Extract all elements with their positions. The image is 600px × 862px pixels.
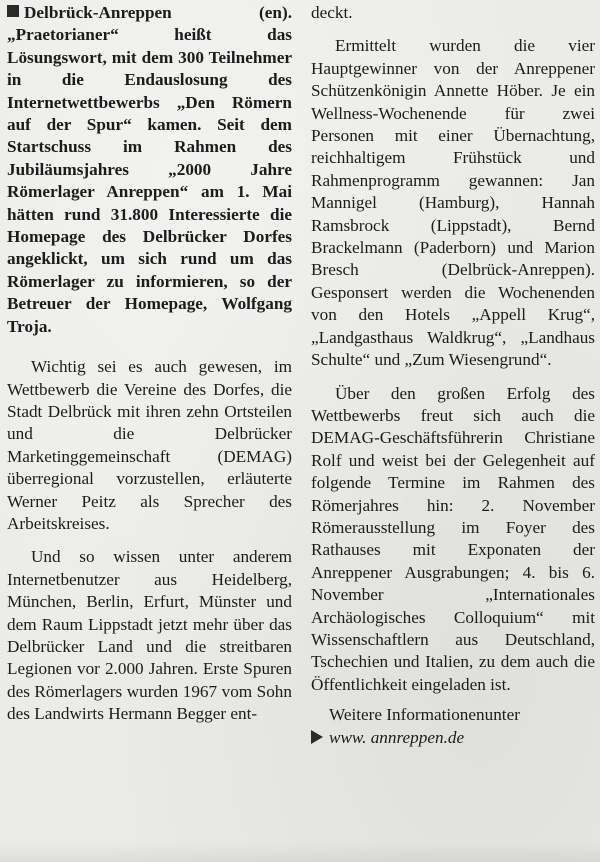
page-bottom-edge (0, 842, 600, 862)
article-lead (7, 2, 292, 338)
square-bullet-icon (7, 5, 19, 17)
right-column (311, 2, 595, 749)
website-link[interactable]: www. annreppen.de (329, 727, 465, 747)
paragraph-right-1: Ermittelt wurden die vier Hauptgewinner von der Anreppener Schützenkönigin Annette Höber. Je ein Wellness-Wochenende für zwei Personen mit einer Übernachtung, reichhaltigem Frühstück und Rahmenprogramm gewannen: Jan Mannigel (Hamburg), Hannah Ramsbrock (Lippstadt), Bernd Brackelmann (Paderborn) und Marion Bresch (Delbrück-Anreppen). Gesponsert werden die Wochenenden von den Hotels „Appell Krug“, „Landgasthaus Waldkrug“, „Landhaus Schulte“ und „Zum Wiesengrund“. (311, 36, 595, 370)
left-column (7, 2, 292, 726)
paragraph-left-2: Und so wissen unter anderem Internetbenutzer aus Heidelberg, München, Berlin, Erfurt, Münster und dem Raum Lippstadt jetzt mehr über das Delbrücker Land und die streitbaren Legionen vor 2.000 Jahren. Erste Spuren des Römerlagers wurden 1967 vom Sohn des Landwirts Hermann Begger ent- (7, 547, 292, 724)
url-line (311, 727, 595, 749)
paragraph-left-1: Wichtig sei es auch gewesen, im Wettbewerb die Vereine des Dorfes, die Stadt Delbrück mit ihren zehn Ortsteilen und die Delbrücker Marketinggemeinschaft (DEMAG) überregional vorzustellen, erläuterte Werner Peitz als Sprecher des Arbeitskreises. (7, 357, 292, 533)
dateline: Delbrück-Anreppen (en). (24, 3, 292, 22)
more-info-text: Weitere Informationenunter (329, 705, 520, 725)
arrow-right-icon (311, 730, 323, 744)
lead-text: „Praetorianer“ heißt das Lösungswort, mit dem 300 Teilnehmer in die Endauslosung des Internetwettbewerbs „Den Römern auf der Spur“ kamen. Seit dem Startschuss im Rahmen des Jubiläumsjahres „2000 Jahre Römerlager Anreppen“ am 1. Mai hätten rund 31.800 Interessierte die Homepage des Delbrücker Dorfes angeklickt, um sich rund um das Römerlager zu informieren, so der Betreuer der Homepage, Wolfgang Troja. (7, 25, 292, 336)
continuation-text: deckt. (311, 3, 353, 22)
paragraph-right-2: Über den großen Erfolg des Wettbewerbs freut sich auch die DEMAG-Geschäftsführerin Christiane Rolf und weist bei der Gelegenheit auf folgende Termine im Rahmen des Römerjahres hin: 2. November Römerausstellung im Foyer des Rathauses mit Exponaten der Anreppener Ausgrabungen; 4. bis 6. November „Internationales Archäologisches Colloquium“ mit Wissenschaftlern aus Deutschland, Tschechien und Italien, zu dem auch die Öffentlichkeit eingeladen ist. (311, 383, 595, 694)
